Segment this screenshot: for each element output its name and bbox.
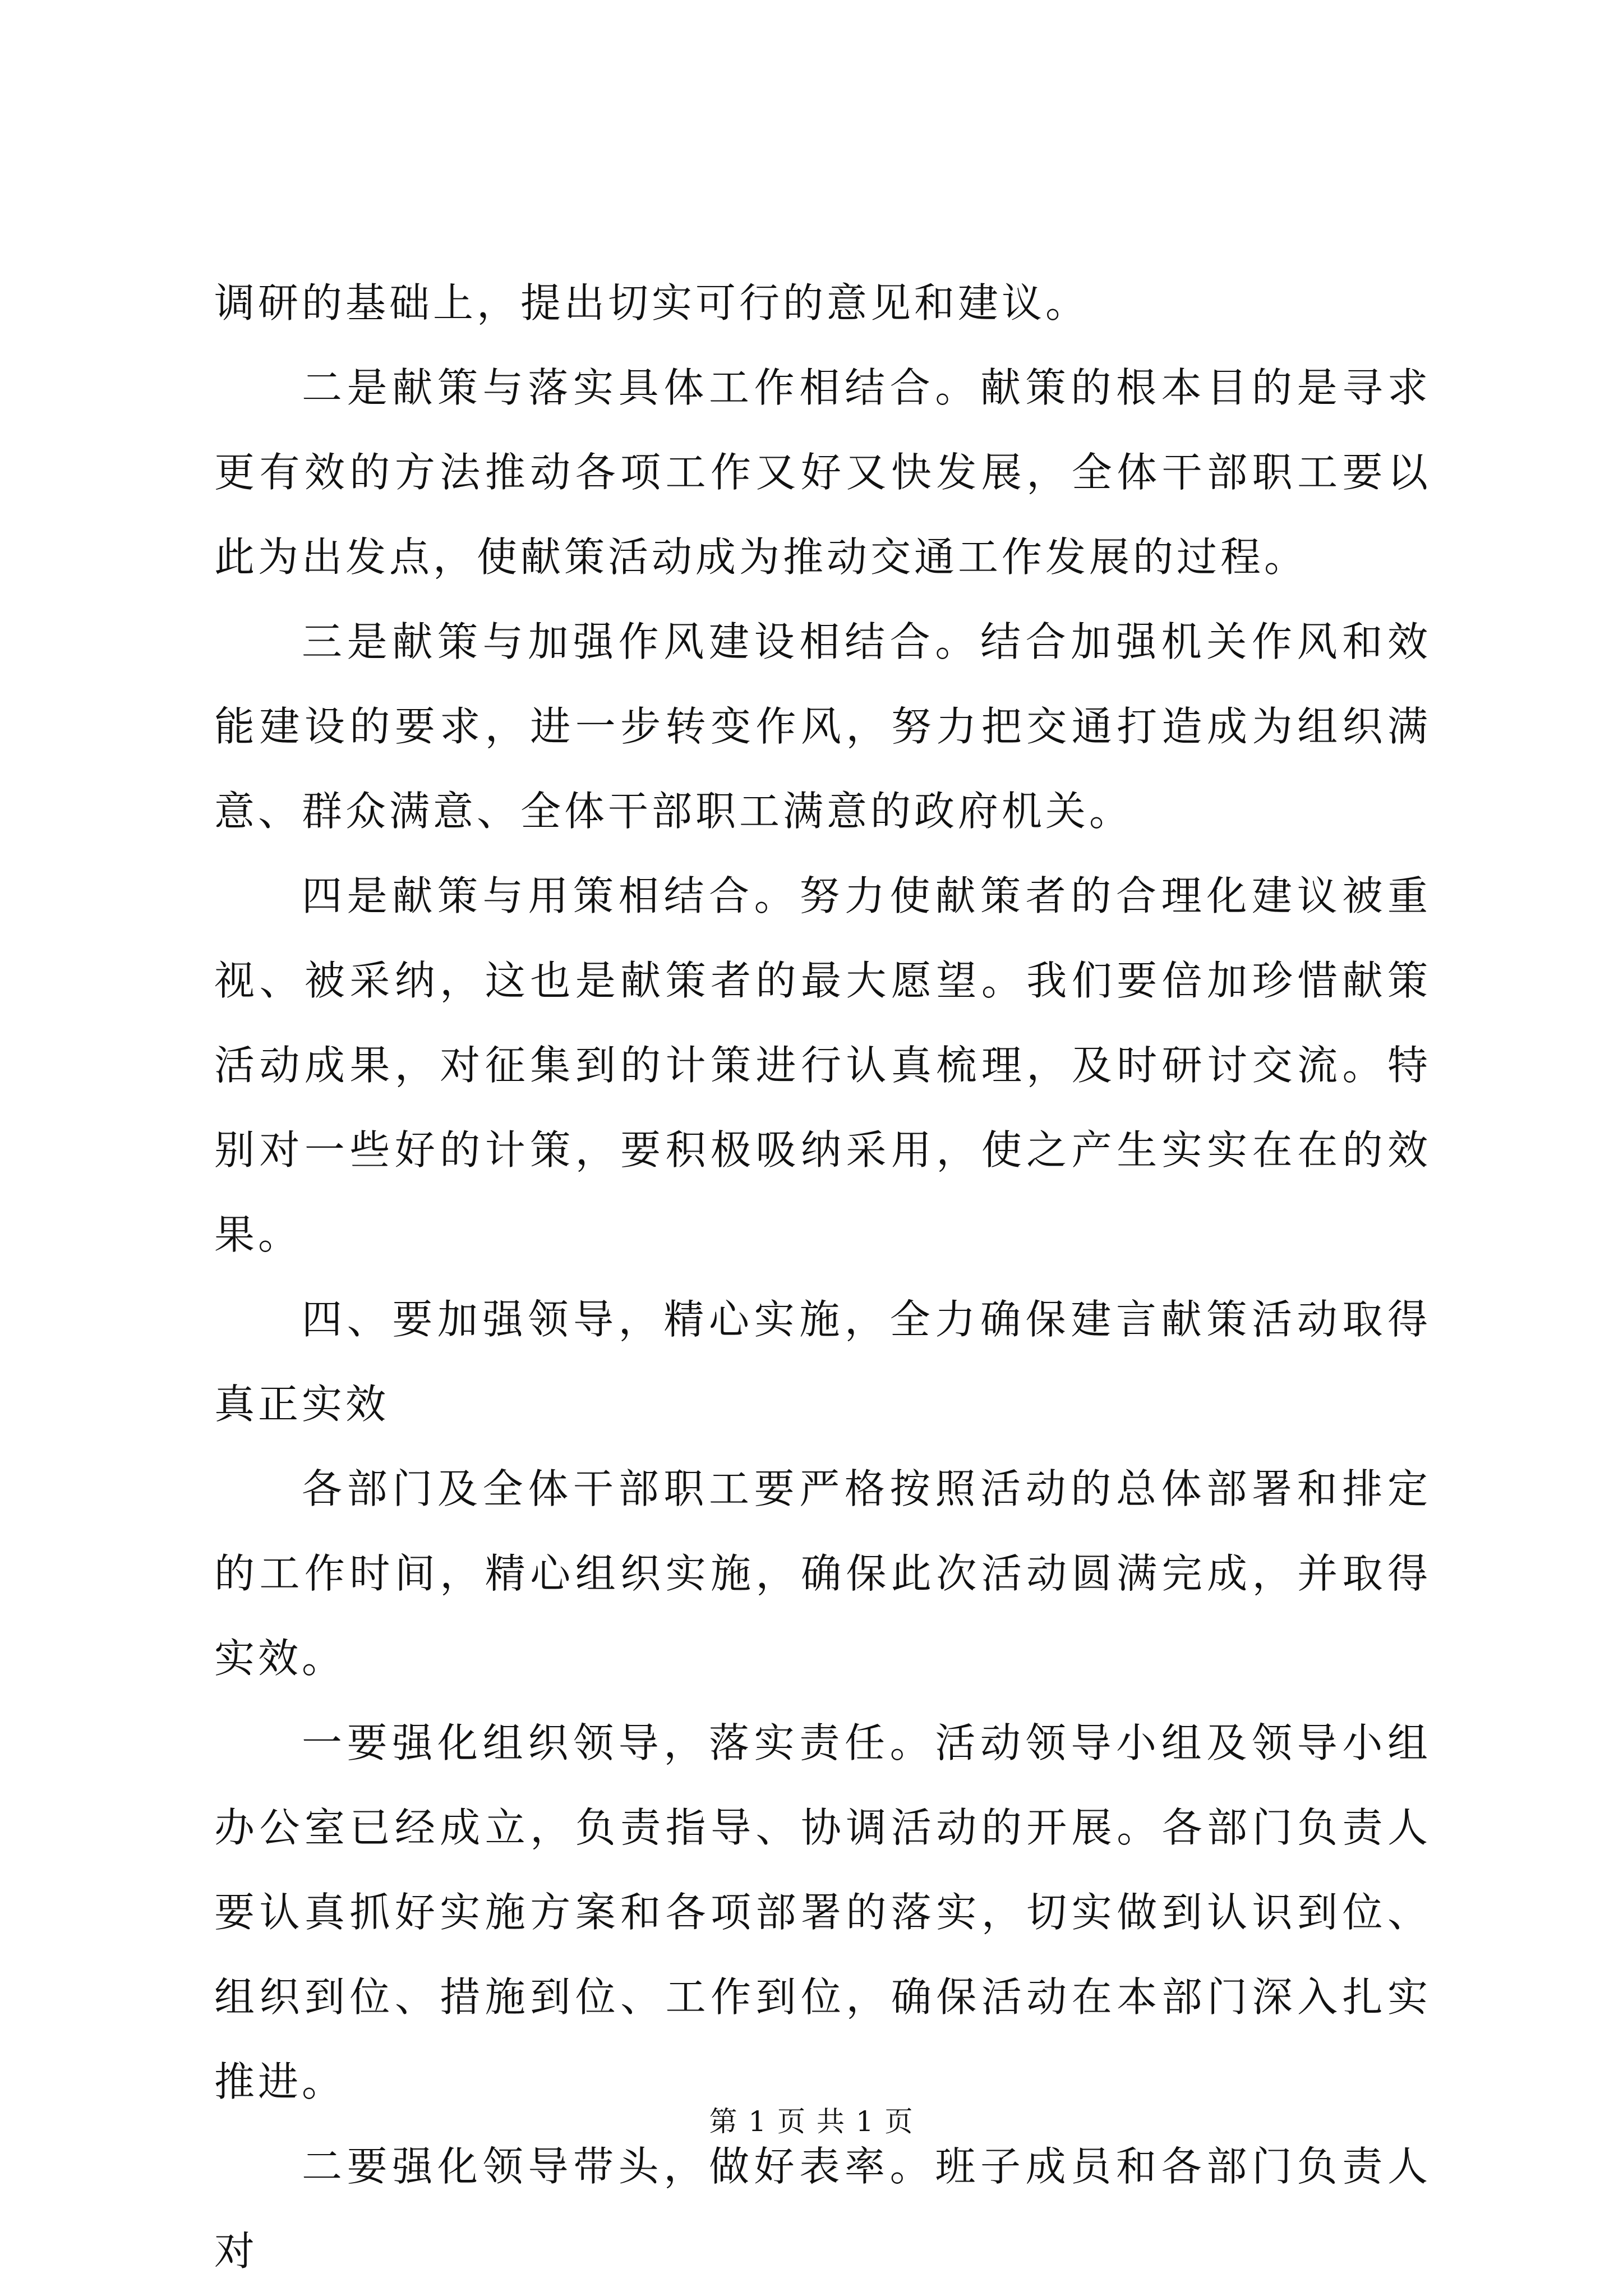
document-body [214, 261, 1431, 2294]
paragraph-requirement-2: 二要强化领导带头，做好表率。班子成员和各部门负责人对 [214, 2143, 1431, 2275]
section-heading-four: 四、要加强领导，精心实施，全力确保建言献策活动取得真正实效 [214, 1296, 1431, 1428]
paragraph-item-2: 二是献策与落实具体工作相结合。献策的根本目的是寻求更有效的方法推动各项工作又好又快发展，全体干部职工要以此为出发点，使献策活动成为推动交通工作发展的过程。 [214, 364, 1431, 581]
paragraph-continuation: 调研的基础上，提出切实可行的意见和建议。 [214, 279, 1090, 326]
paragraph-section-intro: 各部门及全体干部职工要严格按照活动的总体部署和排定的工作时间，精心组织实施，确保此次活动圆满完成，并取得实效。 [214, 1465, 1431, 1682]
paragraph-item-3: 三是献策与加强作风建设相结合。结合加强机关作风和效能建设的要求，进一步转变作风，努力把交通打造成为组织满意、群众满意、全体干部职工满意的政府机关。 [214, 618, 1431, 835]
page-footer: 第 1 页 共 1 页 [709, 2105, 914, 2138]
paragraph-requirement-1: 一要强化组织领导，落实责任。活动领导小组及领导小组办公室已经成立，负责指导、协调活动的开展。各部门负责人要认真抓好实施方案和各项部署的落实，切实做到认识到位、组织到位、措施到位、工作到位，确保活动在本部门深入扎实推进。 [214, 1719, 1431, 2105]
paragraph-item-4: 四是献策与用策相结合。努力使献策者的合理化建议被重视、被采纳，这也是献策者的最大愿望。我们要倍加珍惜献策活动成果，对征集到的计策进行认真梳理，及时研讨交流。特别对一些好的计策，要积极吸纳采用，使之产生实实在在的效果。 [214, 872, 1431, 1258]
